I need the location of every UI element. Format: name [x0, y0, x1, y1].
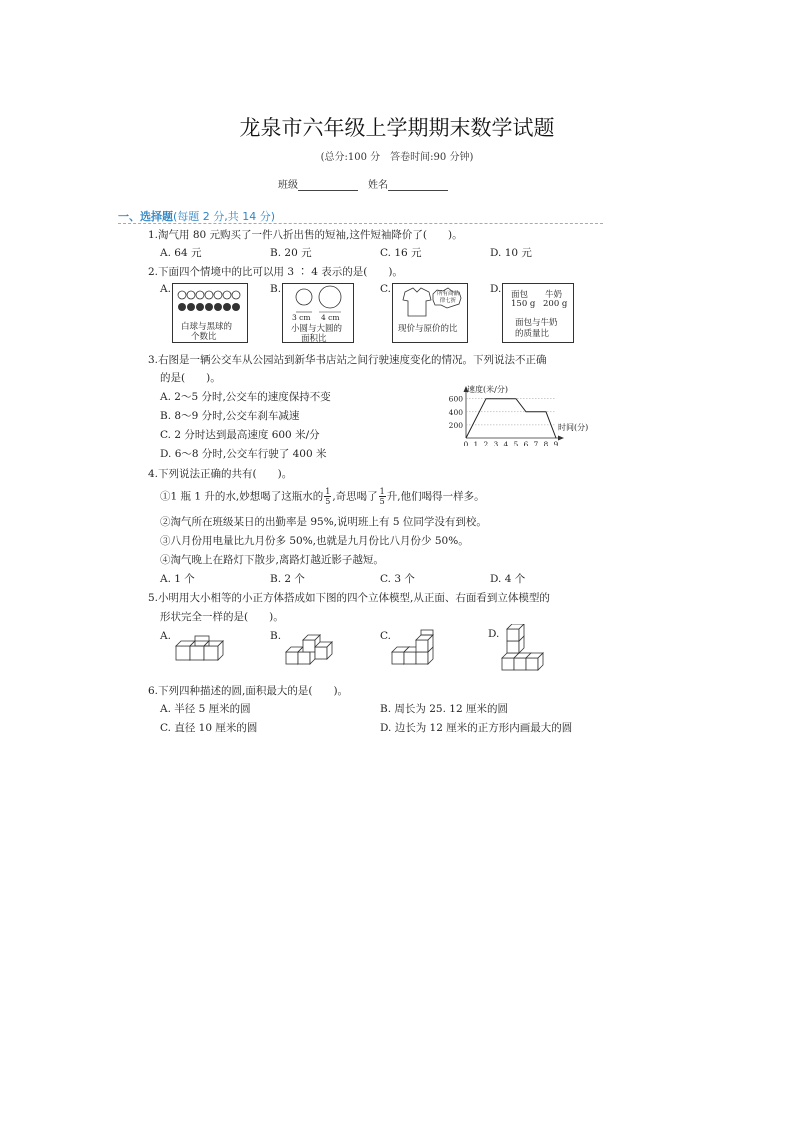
q2-box-a[interactable]	[172, 283, 248, 343]
q3-option-a[interactable]: A. 2～5 分时,公交车的速度保持不变	[160, 391, 331, 403]
fraction-denominator: 5	[379, 497, 385, 506]
q4-option-a[interactable]: A. 1 个	[160, 573, 195, 585]
cube-model-b[interactable]	[282, 628, 338, 668]
sale-tag-text	[437, 291, 459, 305]
cube-model-a[interactable]	[172, 632, 228, 666]
y-tick-600: 600	[448, 394, 463, 404]
section-heading	[118, 208, 275, 224]
q2-label-c[interactable]: C.	[380, 283, 391, 295]
q2-label-d[interactable]: D.	[490, 283, 502, 295]
q5-label-b[interactable]: B.	[270, 630, 282, 642]
sale-tag-line-1: 所有商品	[437, 291, 460, 297]
q3-text-line-2: 的是( )。	[160, 372, 221, 384]
q4-text: 4.下列说法正确的共有( )。	[148, 468, 293, 480]
exam-info: (总分:100 分 答卷时间:90 分钟)	[320, 152, 474, 163]
q1-text: 1.淘气用 80 元购买了一件八折出售的短袖,这件短袖降价了( )。	[148, 229, 463, 241]
x-tick-labels	[464, 440, 559, 446]
fraction-one-fifth-b	[379, 487, 386, 506]
x-tick-4: 4	[503, 440, 509, 446]
small-circle-dim: 3 cm	[292, 313, 311, 322]
name-label: 姓名	[368, 180, 388, 191]
y-tick-labels	[449, 395, 464, 430]
q2-a-caption-2: 个数比	[191, 332, 217, 342]
cube-model-c[interactable]	[388, 626, 444, 668]
q4-option-b[interactable]: B. 2 个	[270, 573, 305, 585]
section-divider	[118, 223, 603, 224]
q1-option-d[interactable]: D. 10 元	[490, 247, 532, 259]
q2-d-caption-2: 的质量比	[515, 329, 550, 339]
q6-option-a[interactable]: A. 半径 5 厘米的圆	[160, 703, 251, 715]
name-blank[interactable]	[388, 180, 448, 191]
x-tick-9: 9	[553, 440, 559, 446]
q5-label-d[interactable]: D.	[488, 628, 500, 640]
speed-time-chart	[440, 382, 610, 446]
q4-statement-4: ④淘气晚上在路灯下散步,离路灯越近影子越短。	[160, 554, 384, 566]
bread-mass: 150 g	[511, 299, 536, 309]
balls-illustration	[173, 288, 247, 318]
q1-option-a[interactable]: A. 64 元	[160, 247, 202, 259]
x-tick-5: 5	[513, 440, 519, 446]
x-axis-arrow	[558, 436, 564, 441]
y-axis-label: 速度(米/分)	[467, 385, 508, 394]
q2-box-d[interactable]	[502, 283, 574, 343]
name-field[interactable]	[368, 176, 448, 191]
q5-text-line-1: 5.小明用大小相等的小正方体搭成如下图的四个立体模型,从正面、右面看到立体模型的	[148, 592, 550, 604]
x-axis-label: 时间(分)	[558, 423, 589, 432]
x-tick-3: 3	[493, 440, 499, 446]
q2-a-caption-1: 白球与黑球的	[181, 322, 233, 332]
q4-option-c[interactable]: C. 3 个	[380, 573, 415, 585]
q6-option-c[interactable]: C. 直径 10 厘米的圆	[160, 722, 258, 734]
x-tick-7: 7	[533, 440, 539, 446]
small-circle	[296, 289, 312, 305]
chart-series	[466, 399, 556, 438]
shirt-icon	[403, 288, 431, 316]
q1-option-c[interactable]: C. 16 元	[380, 247, 422, 259]
white-balls	[178, 291, 240, 299]
bread-label: 面包	[511, 290, 529, 300]
y-tick-200: 200	[448, 420, 463, 430]
q2-d-caption-1: 面包与牛奶	[515, 318, 558, 328]
milk-label: 牛奶	[545, 290, 563, 300]
large-circle	[319, 286, 341, 308]
circles-illustration	[283, 284, 353, 316]
q2-c-caption: 现价与原价的比	[398, 324, 458, 334]
speed-line	[466, 399, 556, 438]
fraction-numerator: 1	[325, 487, 331, 496]
q3-text-line-1: 3.右图是一辆公交车从公园站到新华书店站之间行驶速度变化的情况。下列说法不正确	[148, 354, 547, 366]
x-tick-2: 2	[483, 440, 489, 446]
q5-label-a[interactable]: A.	[160, 630, 171, 642]
q2-box-c[interactable]	[392, 283, 468, 343]
cube-model-d[interactable]	[496, 624, 552, 674]
x-tick-1: 1	[473, 440, 479, 446]
q6-option-b[interactable]: B. 周长为 25. 12 厘米的圆	[380, 703, 508, 715]
x-tick-8: 8	[543, 440, 549, 446]
fraction-denominator: 5	[325, 497, 331, 506]
q3-option-b[interactable]: B. 8～9 分时,公交车刹车减速	[160, 410, 300, 422]
q3-option-d[interactable]: D. 6～8 分时,公交车行驶了 400 米	[160, 448, 327, 460]
class-blank[interactable]	[298, 180, 358, 191]
black-balls	[178, 303, 240, 311]
q2-box-b[interactable]	[282, 283, 354, 343]
q4-statement-1	[160, 487, 485, 506]
sale-tag-line-2: 律七折	[439, 298, 457, 304]
q3-option-c[interactable]: C. 2 分时达到最高速度 600 米/分	[160, 429, 320, 441]
q4-s1-part-3: 升,他们喝得一样多。	[386, 490, 485, 503]
q2-label-a[interactable]: A.	[160, 283, 171, 295]
y-tick-400: 400	[448, 407, 463, 417]
q4-option-d[interactable]: D. 4 个	[490, 573, 526, 585]
x-tick-6: 6	[523, 440, 529, 446]
q4-s1-part-1: ①1 瓶 1 升的水,妙想喝了这瓶水的	[160, 490, 324, 503]
q1-option-b[interactable]: B. 20 元	[270, 247, 312, 259]
q4-statement-2: ②淘气所在班级某日的出勤率是 95%,说明班上有 5 位同学没有到校。	[160, 516, 487, 528]
q6-text: 6.下列四种描述的圆,面积最大的是( )。	[148, 685, 349, 697]
q2-b-caption-1: 小圆与大圆的	[291, 324, 343, 334]
fraction-numerator: 1	[379, 487, 385, 496]
q5-label-c[interactable]: C.	[380, 630, 391, 642]
q6-option-d[interactable]: D. 边长为 12 厘米的正方形内画最大的圆	[380, 722, 573, 734]
q4-s1-part-2: ,奇思喝了	[332, 490, 378, 503]
q2-text: 2.下面四个情境中的比可以用 3 ∶ 4 表示的是( )。	[148, 266, 403, 278]
class-field[interactable]	[278, 176, 358, 191]
x-tick-0: 0	[463, 440, 469, 446]
q2-label-b[interactable]: B.	[270, 283, 282, 295]
large-circle-dim: 4 cm	[321, 313, 340, 322]
class-label: 班级	[278, 180, 298, 191]
q5-text-line-2: 形状完全一样的是( )。	[160, 611, 284, 623]
section-score: (每题 2 分,共 14 分)	[173, 210, 276, 223]
section-title: 一、选择题	[118, 210, 173, 223]
q2-b-caption-2: 面积比	[301, 334, 327, 344]
milk-mass: 200 g	[543, 299, 568, 309]
page-title: 龙泉市六年级上学期期末数学试题	[239, 116, 555, 140]
fraction-one-fifth-a	[324, 487, 331, 506]
q4-statement-3: ③八月份用电量比九月份多 50%,也就是九月份比八月份少 50%。	[160, 535, 469, 547]
